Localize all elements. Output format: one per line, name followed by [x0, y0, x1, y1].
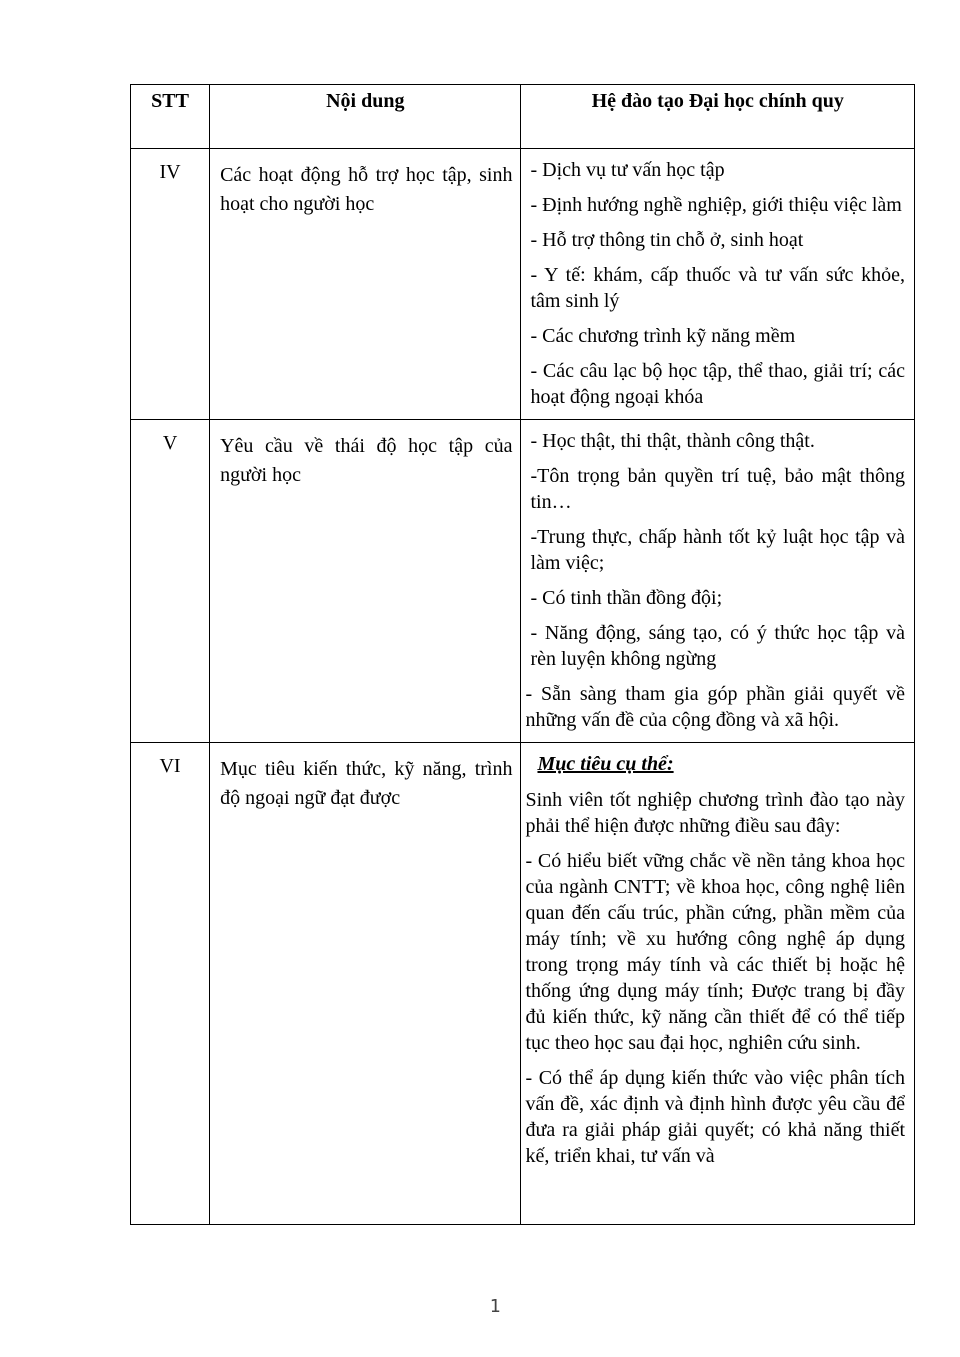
list-item: - Dịch vụ tư vấn học tập	[530, 159, 725, 181]
list-item: - Định hướng nghề nghiệp, giới thiệu việc làm	[530, 194, 902, 216]
list-item: - Học thật, thi thật, thành công thật.	[530, 430, 815, 452]
table-row	[131, 420, 915, 743]
row-stt: VI	[131, 743, 210, 1225]
row-stt: IV	[131, 149, 210, 420]
header-stt: STT	[131, 85, 210, 149]
table-row	[131, 149, 915, 420]
header-content: Nội dung	[210, 85, 521, 149]
list-item: - Y tế: khám, cấp thuốc và tư vấn sức khỏe, tâm sinh lý	[530, 264, 905, 312]
row-stt: V	[131, 420, 210, 743]
list-item: - Có tinh thần đồng đội;	[530, 587, 723, 609]
table-header-row	[131, 85, 915, 149]
row-program-details	[521, 149, 915, 420]
list-item: - Sẵn sàng tham gia góp phần giải quyết về những vấn đề của cộng đồng và xã hội.	[525, 683, 905, 731]
curriculum-table	[130, 84, 915, 1225]
row-program-details	[521, 420, 915, 743]
list-item: - Các câu lạc bộ học tập, thể thao, giải trí; các hoạt động ngoại khóa	[530, 360, 905, 408]
row-content: Các hoạt động hỗ trợ học tập, sinh hoạt cho người học	[210, 149, 521, 420]
row-program-details	[521, 743, 915, 1225]
page-number: 1	[489, 1296, 501, 1317]
list-item: - Năng động, sáng tạo, có ý thức học tập và rèn luyện không ngừng	[530, 622, 905, 670]
list-item: - Các chương trình kỹ năng mềm	[530, 325, 796, 347]
header-program: Hệ đào tạo Đại học chính quy	[521, 85, 915, 149]
list-item: Sinh viên tốt nghiệp chương trình đào tạo này phải thể hiện được những điều sau đây:	[525, 789, 905, 837]
row-content: Yêu cầu về thái độ học tập của người học	[210, 420, 521, 743]
table-row	[131, 743, 915, 1225]
list-item: - Hỗ trợ thông tin chỗ ở, sinh hoạt	[530, 229, 804, 251]
goal-title: Mục tiêu cụ thể:	[537, 753, 674, 775]
row-content: Mục tiêu kiến thức, kỹ năng, trình độ ngoại ngữ đạt được	[210, 743, 521, 1225]
list-item: -Trung thực, chấp hành tốt kỷ luật học tập và làm việc;	[530, 526, 905, 574]
list-item: - Có hiểu biết vững chắc về nền tảng khoa học của ngành CNTT; về khoa học, công nghệ liên quan đến cấu trúc, phần cứng, phần mềm của máy tính; về xu hướng công nghệ áp dụng trong trọng máy tính và các thiết bị hoặc hệ thống ứng dụng máy tính; Được trang bị đầy đủ kiến thức, kỹ năng cần thiết để có thể tiếp tục theo học sau đại học, nghiên cứu sinh.	[525, 850, 905, 1054]
list-item: - Có thể áp dụng kiến thức vào việc phân tích vấn đề, xác định và định hình được yêu cầu để đưa ra giải pháp giải quyết; có khả năng thiết kế, triển khai, tư vấn và	[525, 1067, 905, 1167]
list-item: -Tôn trọng bản quyền trí tuệ, bảo mật thông tin…	[530, 465, 905, 513]
